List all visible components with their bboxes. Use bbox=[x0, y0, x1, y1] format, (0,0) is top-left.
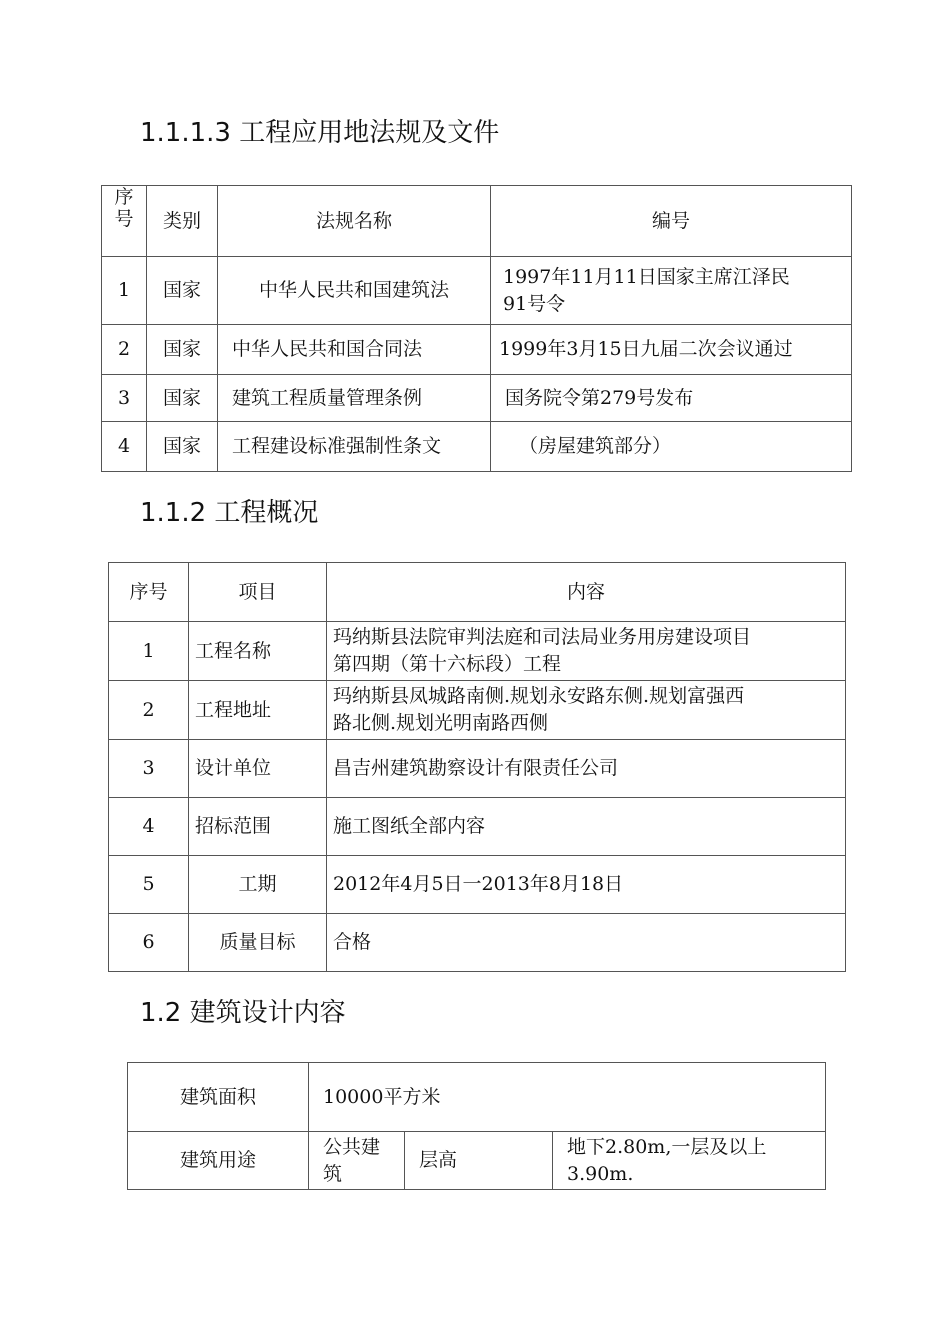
use-value: 公共建 筑 bbox=[309, 1132, 405, 1190]
row-category: 国家 bbox=[147, 257, 218, 325]
header-item: 项目 bbox=[189, 563, 327, 622]
header-no-label: 序号 bbox=[114, 186, 134, 230]
row-content: 玛纳斯县凤城路南侧.规划永安路东侧.规划富强西 路北侧.规划光明南路西侧 bbox=[327, 681, 846, 740]
header-content: 内容 bbox=[327, 563, 846, 622]
row-item: 工期 bbox=[189, 856, 327, 914]
table-header-row bbox=[102, 186, 852, 257]
row-item: 工程名称 bbox=[189, 622, 327, 681]
row-category: 国家 bbox=[147, 375, 218, 422]
regulations-table bbox=[101, 185, 852, 472]
row-content: 昌吉州建筑勘察设计有限责任公司 bbox=[327, 740, 846, 798]
row-item: 工程地址 bbox=[189, 681, 327, 740]
table-row bbox=[109, 798, 846, 856]
header-no: 序号 bbox=[109, 563, 189, 622]
section-heading-regulations: 1.1.1.3 工程应用地法规及文件 bbox=[140, 118, 500, 148]
header-name: 法规名称 bbox=[218, 186, 491, 257]
row-category: 国家 bbox=[147, 422, 218, 472]
table-row bbox=[102, 422, 852, 472]
row-no: 6 bbox=[109, 914, 189, 972]
row-content: 2012年4月5日一2013年8月18日 bbox=[327, 856, 846, 914]
row-no: 3 bbox=[102, 375, 147, 422]
row-content: 玛纳斯县法院审判法庭和司法局业务用房建设项目 第四期（第十六标段）工程 bbox=[327, 622, 846, 681]
height-value: 地下2.80m,一层及以上 3.90m. bbox=[553, 1132, 826, 1190]
row-code: （房屋建筑部分） bbox=[491, 422, 852, 472]
row-no: 5 bbox=[109, 856, 189, 914]
row-no: 4 bbox=[109, 798, 189, 856]
table-row bbox=[102, 375, 852, 422]
row-no: 3 bbox=[109, 740, 189, 798]
header-category: 类别 bbox=[147, 186, 218, 257]
row-name: 中华人民共和国建筑法 bbox=[218, 257, 491, 325]
table-row bbox=[102, 325, 852, 375]
table-row bbox=[128, 1132, 826, 1190]
row-no: 2 bbox=[102, 325, 147, 375]
row-code: 国务院令第279号发布 bbox=[491, 375, 852, 422]
row-no: 1 bbox=[102, 257, 147, 325]
row-code: 1999年3月15日九届二次会议通过 bbox=[491, 325, 852, 375]
row-no: 2 bbox=[109, 681, 189, 740]
section-heading-overview: 1.1.2 工程概况 bbox=[140, 498, 319, 528]
height-label: 层高 bbox=[405, 1132, 553, 1190]
row-item: 质量目标 bbox=[189, 914, 327, 972]
row-category: 国家 bbox=[147, 325, 218, 375]
row-name: 中华人民共和国合同法 bbox=[218, 325, 491, 375]
row-item: 招标范围 bbox=[189, 798, 327, 856]
row-name: 工程建设标准强制性条文 bbox=[218, 422, 491, 472]
row-code: 1997年11月11日国家主席江泽民 91号令 bbox=[491, 257, 852, 325]
row-item: 设计单位 bbox=[189, 740, 327, 798]
table-row bbox=[109, 740, 846, 798]
header-no bbox=[102, 186, 147, 257]
table-row bbox=[109, 914, 846, 972]
row-no: 4 bbox=[102, 422, 147, 472]
table-row bbox=[102, 257, 852, 325]
table-row bbox=[109, 681, 846, 740]
area-label: 建筑面积 bbox=[128, 1063, 309, 1132]
table-row bbox=[109, 622, 846, 681]
table-row bbox=[128, 1063, 826, 1132]
use-label: 建筑用途 bbox=[128, 1132, 309, 1190]
row-no: 1 bbox=[109, 622, 189, 681]
row-content: 合格 bbox=[327, 914, 846, 972]
row-content: 施工图纸全部内容 bbox=[327, 798, 846, 856]
table-header-row bbox=[109, 563, 846, 622]
table-row bbox=[109, 856, 846, 914]
section-heading-design: 1.2 建筑设计内容 bbox=[140, 998, 346, 1028]
design-table bbox=[127, 1062, 826, 1190]
overview-table bbox=[108, 562, 846, 972]
area-value: 10000平方米 bbox=[309, 1063, 826, 1132]
header-code: 编号 bbox=[491, 186, 852, 257]
row-name: 建筑工程质量管理条例 bbox=[218, 375, 491, 422]
